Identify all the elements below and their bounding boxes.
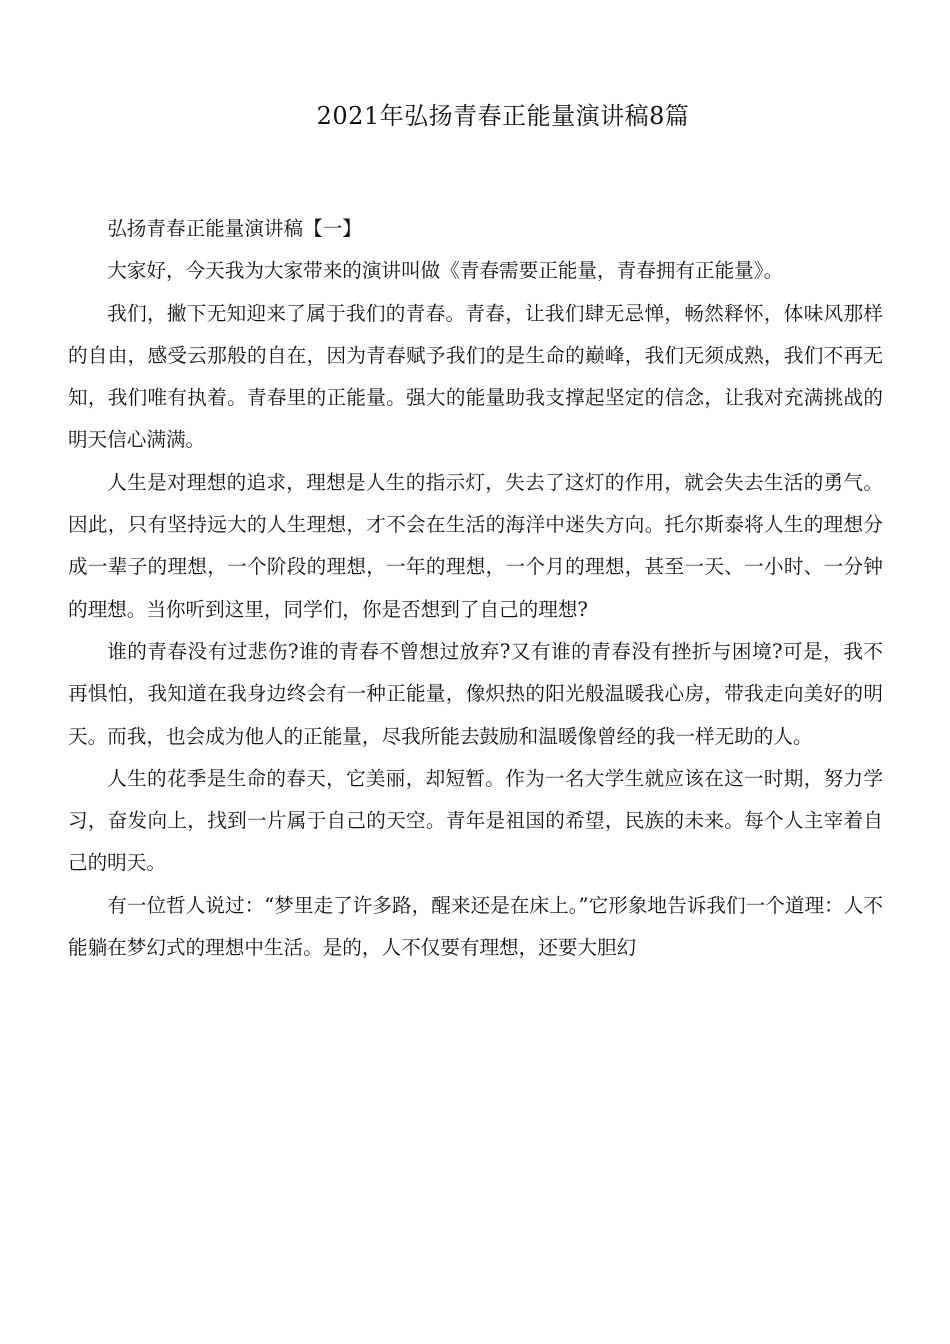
- paragraph: 人生是对理想的追求，理想是人生的指示灯，失去了这灯的作用，就会失去生活的勇气。因此，只有坚持远大的人生理想，才不会在生活的海洋中迷失方向。托尔斯泰将人生的理想分成一辈子的理想，一个阶段的理想，一年的理想，一个月的理想，甚至一天、一小时、一分钟的理想。当你听到这里，同学们，你是否想到了自己的理想?: [68, 470, 883, 621]
- section-heading: 弘扬青春正能量演讲稿【一】: [107, 217, 362, 240]
- document-body: [68, 208, 883, 969]
- paragraph: 有一位哲人说过：“梦里走了许多路，醒来还是在床上。”它形象地告诉我们一个道理：人不能躺在梦幻式的理想中生活。是的，人不仅要有理想，还要大胆幻: [68, 893, 883, 960]
- paragraph: 谁的青春没有过悲伤?谁的青春不曾想过放弃?又有谁的青春没有挫折与困境?可是，我不再惧怕，我知道在我身边终会有一种正能量，像炽热的阳光般温暖我心房，带我走向美好的明天。而我，也会成为他人的正能量，尽我所能去鼓励和温暖像曾经的我一样无助的人。: [68, 639, 883, 748]
- paragraph: 大家好，今天我为大家带来的演讲叫做《青春需要正能量，青春拥有正能量》。: [107, 259, 784, 283]
- document-title: 2021年弘扬青春正能量演讲稿8篇: [316, 102, 690, 130]
- paragraph: 我们，撇下无知迎来了属于我们的青春。青春，让我们肆无忌惮，畅然释怀，体味风那样的自由，感受云那般的自在，因为青春赋予我们的是生命的巅峰，我们无须成熟，我们不再无知，我们唯有执着。青春里的正能量。强大的能量助我支撑起坚定的信念，让我对充满挑战的明天信心满满。: [68, 301, 883, 452]
- paragraph: 人生的花季是生命的春天，它美丽，却短暂。作为一名大学生就应该在这一时期，努力学习，奋发向上，找到一片属于自己的天空。青年是祖国的希望，民族的未来。每个人主宰着自己的明天。: [68, 766, 883, 875]
